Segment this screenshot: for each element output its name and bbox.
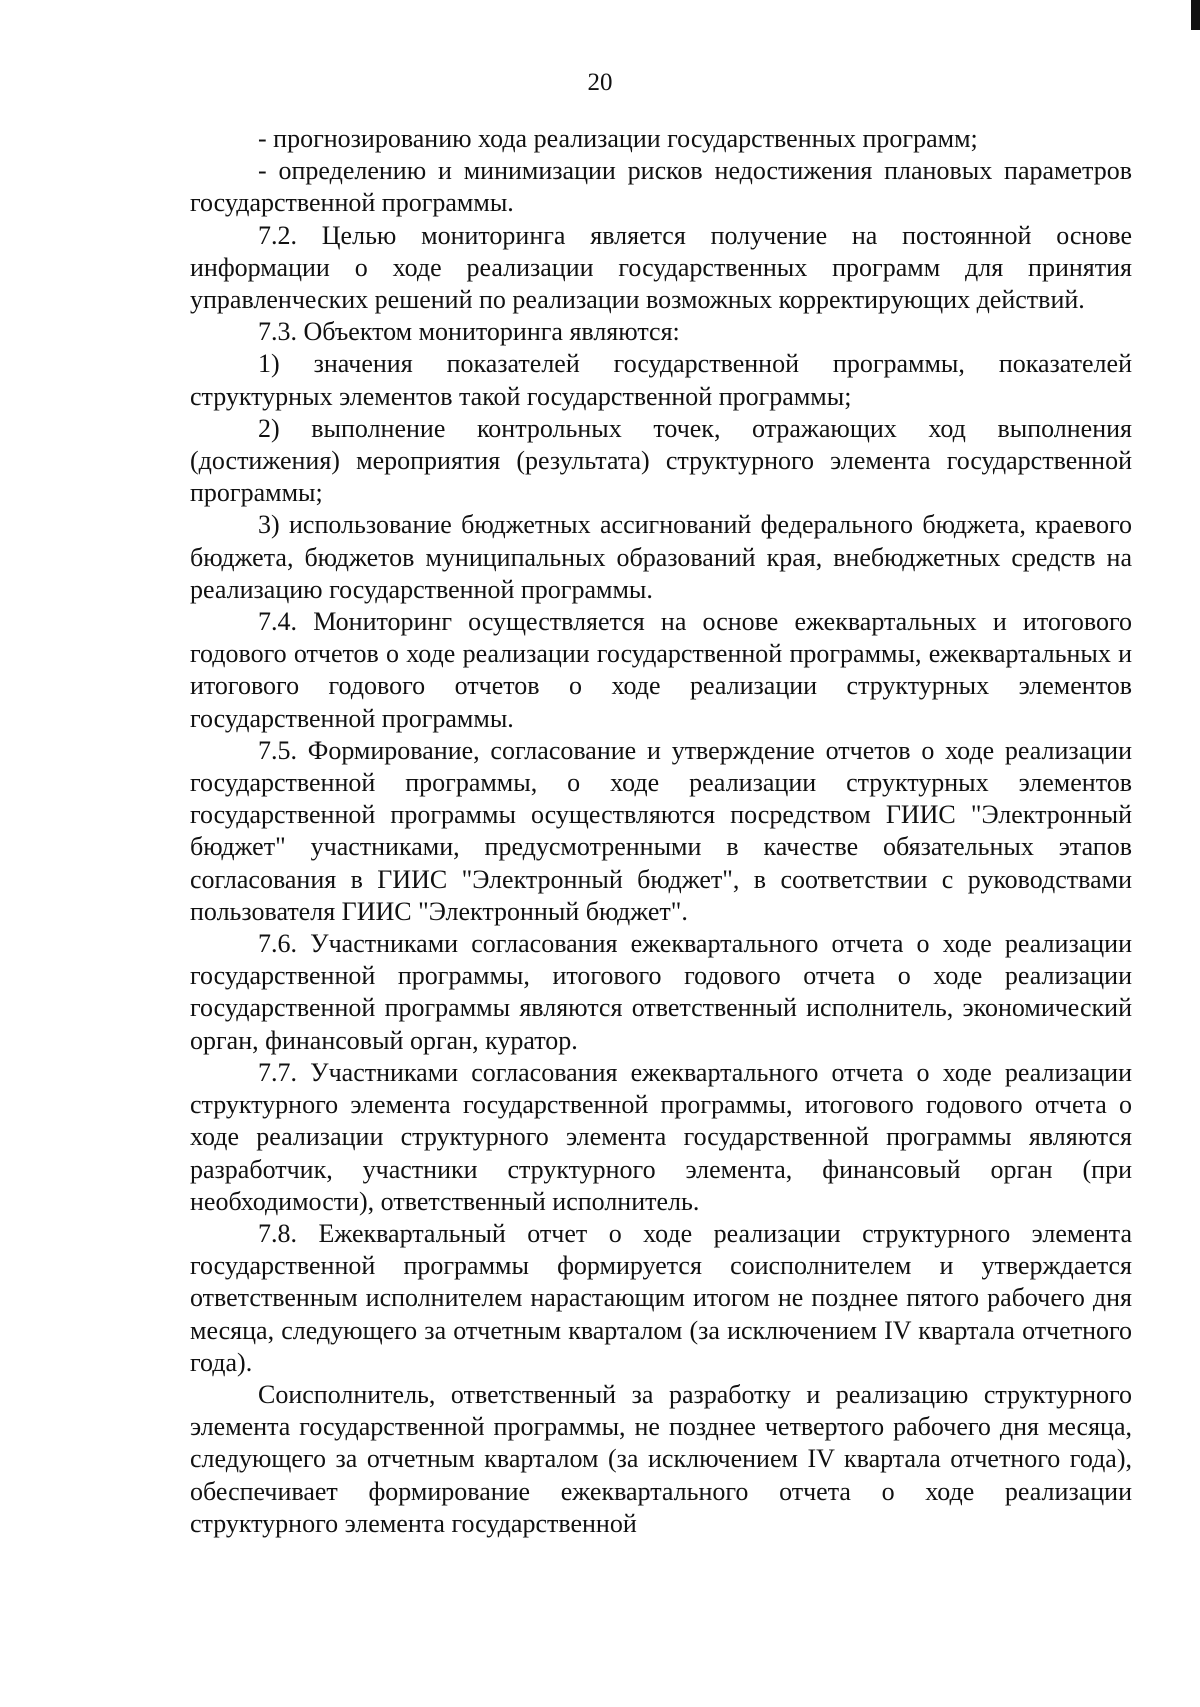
scan-edge-mark xyxy=(1191,0,1200,30)
paragraph-7-3-item-3: 3) использование бюджетных ассигнований федерального бюджета, краевого бюджета, бюджетов муниципальных образований края, внебюджетных средств на реализацию государственной программы. xyxy=(190,510,1132,604)
paragraph-7-8: 7.8. Ежеквартальный отчет о ходе реализации структурного элемента государственной программы формируется соисполнителем и утверждается ответственным исполнителем нарастающим итогом не позднее пятого рабочего дня месяца, следующего за отчетным кварталом (за исключением IV квартала отчетного года). xyxy=(190,1218,1132,1377)
page-number: 20 xyxy=(587,69,613,96)
list-item-forecasting: - прогнозированию хода реализации государственных программ; xyxy=(258,124,978,153)
paragraph-7-3-item-1: 1) значения показателей государственной программы, показателей структурных элементов такой государственной программы; xyxy=(190,349,1132,411)
paragraph-7-8-coexecutor: Соисполнитель, ответственный за разработку и реализацию структурного элемента государственной программы, не позднее четвертого рабочего дня месяца, следующего за отчетным кварталом (за исключением IV квартала отчетного года), обеспечивает формирование ежеквартального отчета о ходе реализации структурного элемента государственной xyxy=(190,1379,1132,1538)
paragraph-7-3-item-2: 2) выполнение контрольных точек, отражающих ход выполнения (достижения) мероприятия (результата) структурного элемента государственной программы; xyxy=(190,413,1132,508)
paragraph-7-5: 7.5. Формирование, согласование и утверждение отчетов о ходе реализации государственной программы, о ходе реализации структурных элементов государственной программы осуществляются посредством ГИИС "Электронный бюджет" участниками, предусмотренными в качестве обязательных этапов согласования в ГИИС "Электронный бюджет", в соответствии с руководствами пользователя ГИИС "Электронный бюджет". xyxy=(190,735,1132,926)
paragraph-7-6: 7.6. Участниками согласования ежеквартального отчета о ходе реализации государственной программы, итогового годового отчета о ходе реализации государственной программы являются ответственный исполнитель, экономический орган, финансовый орган, куратор. xyxy=(190,929,1132,1055)
paragraph-7-7: 7.7. Участниками согласования ежеквартального отчета о ходе реализации структурного элемента государственной программы, итогового годового отчета о ходе реализации структурного элемента государственной программы являются разработчик, участники структурного элемента, финансовый орган (при необходимости), ответственный исполнитель. xyxy=(190,1057,1132,1216)
paragraph-7-4: 7.4. Мониторинг осуществляется на основе ежеквартальных и итогового годового отчетов о ходе реализации государственной программы, ежеквартальных и итогового годового отчетов о ходе реализации структурных элементов государственной программы. xyxy=(190,607,1132,733)
document-body xyxy=(190,123,1132,1540)
list-item-risk-minimization: - определению и минимизации рисков недостижения плановых параметров государственной программы. xyxy=(190,156,1132,218)
paragraph-7-3: 7.3. Объектом мониторинга являются: xyxy=(258,317,680,347)
paragraph-7-2: 7.2. Целью мониторинга является получение на постоянной основе информации о ходе реализации государственных программ для принятия управленческих решений по реализации возможных корректирующих действий. xyxy=(190,220,1132,315)
